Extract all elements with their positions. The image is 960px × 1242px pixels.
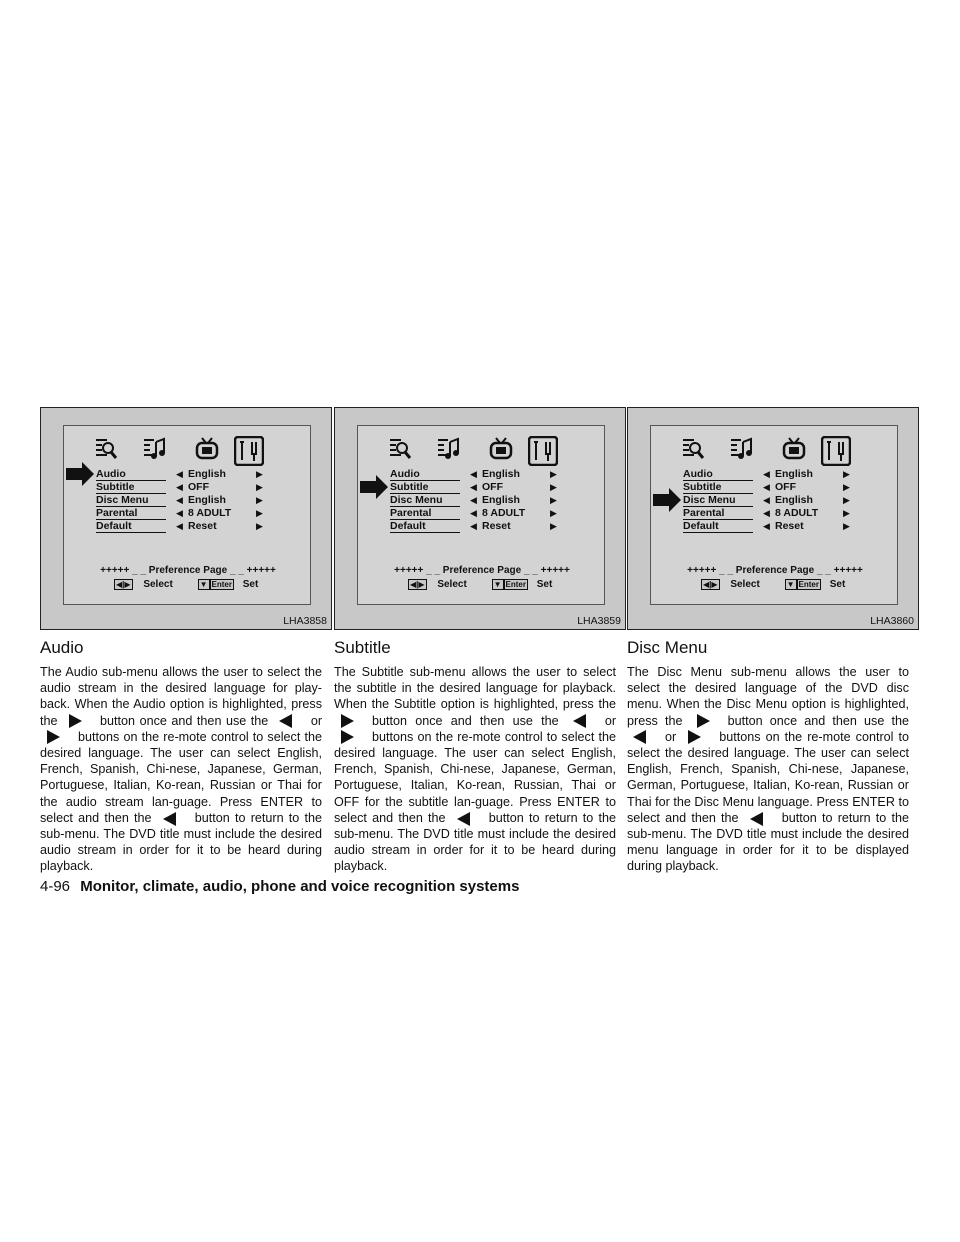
right-triangle-icon: ▶	[843, 495, 850, 505]
menu-option-value: English	[775, 494, 813, 506]
right-triangle-icon	[687, 730, 701, 744]
menu-option-value: 8 ADULT	[775, 507, 819, 519]
menu-option-name: Parental	[683, 507, 753, 520]
left-triangle-icon	[633, 730, 647, 744]
menu-row[interactable]	[96, 507, 276, 520]
menu-row[interactable]	[390, 468, 570, 481]
menu-row[interactable]	[96, 481, 276, 494]
note-icon	[729, 436, 755, 462]
right-triangle-icon: ▶	[256, 495, 263, 505]
left-triangle-icon: ◀	[470, 508, 477, 518]
menu-row[interactable]	[683, 481, 863, 494]
left-triangle-icon: ◀	[470, 482, 477, 492]
menu-row[interactable]	[96, 468, 276, 481]
menu-option-name: Default	[96, 520, 166, 533]
left-triangle-icon: ◀	[470, 469, 477, 479]
menu-option-name: Parental	[390, 507, 460, 520]
left-triangle-icon: ◀	[176, 508, 183, 518]
dvd-screen	[650, 425, 898, 605]
section-body: The Disc Menu sub-menu allows the user to select the desired language of the DVD disc menu. When the Disc Menu option is highlighted, press the button once and then use the or buttons on the re-mote control to select the desired language. The user can select English, French, Spanish, Chi-nese, Japanese, German, Portuguese, Italian, Ko-rean, Russian or Thai for the Disc Menu language. Press ENTER to select and then the button to return to the sub-menu. The DVD title must include the desired menu language in order for it to be displayed during playback.	[627, 665, 910, 874]
page-footer	[40, 878, 519, 895]
settings-menu	[96, 468, 276, 533]
menu-option-value: English	[775, 468, 813, 480]
controls-legend: ◀|▶ Select ▼ Enter Set	[703, 579, 846, 591]
menu-option-name: Audio	[683, 468, 753, 481]
right-triangle-icon	[46, 730, 60, 744]
right-triangle-icon: ▶	[843, 508, 850, 518]
preference-page-label: +++++ _ _ Preference Page _ _ +++++	[687, 565, 863, 576]
menu-option-name: Disc Menu	[683, 494, 753, 507]
menu-option-name: Subtitle	[683, 481, 753, 494]
left-triangle-icon: ◀	[763, 469, 770, 479]
figure	[40, 407, 332, 630]
menu-option-name: Disc Menu	[96, 494, 166, 507]
menu-row[interactable]	[390, 520, 570, 533]
figure-label: LHA3859	[577, 615, 621, 627]
menu-option-name: Subtitle	[96, 481, 166, 494]
menu-row[interactable]	[96, 494, 276, 507]
right-triangle-icon: ▶	[550, 469, 557, 479]
tv-icon	[781, 436, 807, 462]
left-right-key: ◀|▶	[703, 580, 718, 589]
menu-row[interactable]	[683, 507, 863, 520]
pointer-arrow-icon	[66, 462, 94, 486]
left-right-key: ◀|▶	[410, 580, 425, 589]
left-triangle-icon: ◀	[763, 521, 770, 531]
right-triangle-icon	[340, 714, 354, 728]
left-triangle-icon: ◀	[176, 521, 183, 531]
menu-row[interactable]	[96, 520, 276, 533]
enter-key: Enter	[505, 580, 526, 589]
note-icon	[142, 436, 168, 462]
dvd-screen	[63, 425, 311, 605]
right-triangle-icon: ▶	[550, 482, 557, 492]
menu-option-value: English	[482, 468, 520, 480]
chapter-title: Monitor, climate, audio, phone and voice recognition systems	[80, 878, 520, 895]
tools-icon	[528, 436, 558, 466]
menu-option-value: English	[482, 494, 520, 506]
figure-label: LHA3858	[283, 615, 327, 627]
left-triangle-icon	[457, 812, 471, 826]
left-triangle-icon: ◀	[763, 482, 770, 492]
left-triangle-icon: ◀	[176, 482, 183, 492]
menu-option-value: OFF	[188, 481, 209, 493]
left-right-key: ◀|▶	[116, 580, 131, 589]
menu-option-value: English	[188, 494, 226, 506]
right-triangle-icon: ▶	[256, 521, 263, 531]
left-triangle-icon	[750, 812, 764, 826]
left-triangle-icon	[573, 714, 587, 728]
menu-option-value: Reset	[775, 520, 804, 532]
enter-key: Enter	[211, 580, 232, 589]
column-subtitle	[334, 407, 628, 875]
menu-option-value: 8 ADULT	[482, 507, 526, 519]
menu-option-name: Parental	[96, 507, 166, 520]
search-icon	[94, 436, 120, 462]
icon-bar	[94, 436, 294, 466]
left-triangle-icon: ◀	[470, 521, 477, 531]
left-triangle-icon: ◀	[470, 495, 477, 505]
menu-option-name: Audio	[96, 468, 166, 481]
section-heading: Disc Menu	[627, 638, 708, 657]
left-triangle-icon: ◀	[176, 495, 183, 505]
figure	[627, 407, 919, 630]
menu-row[interactable]	[683, 520, 863, 533]
left-triangle-icon: ◀	[176, 469, 183, 479]
right-triangle-icon: ▶	[256, 508, 263, 518]
menu-option-name: Disc Menu	[390, 494, 460, 507]
settings-menu	[390, 468, 570, 533]
menu-option-value: OFF	[482, 481, 503, 493]
column-audio	[40, 407, 334, 875]
menu-row[interactable]	[390, 481, 570, 494]
section-body: The Subtitle sub-menu allows the user to select the subtitle in the desired language for playback. When the Subtitle option is highlighted, press the button once and then use the or buttons on the re-mote control to select the desired language. The user can select English, French, Spanish, Chi-nese, Japanese, German, Portuguese, Italian, Ko-rean, Russian, Thai or OFF for the subtitle lan-guage. Press ENTER to select and then the button to return to the sub-menu. The DVD title must include the desired audio stream in order for it to be heard during playback.	[334, 665, 617, 874]
right-triangle-icon	[696, 714, 710, 728]
menu-option-value: 8 ADULT	[188, 507, 232, 519]
menu-option-value: Reset	[482, 520, 511, 532]
dvd-screen	[357, 425, 605, 605]
menu-option-name: Default	[683, 520, 753, 533]
down-arrow-icon: ▼	[493, 580, 502, 589]
menu-option-name: Default	[390, 520, 460, 533]
controls-legend: ◀|▶ Select ▼ Enter Set	[410, 579, 553, 591]
page-number: 4-96	[40, 878, 71, 895]
right-triangle-icon	[68, 714, 82, 728]
menu-option-name: Subtitle	[390, 481, 460, 494]
tools-icon	[821, 436, 851, 466]
menu-row[interactable]	[390, 494, 570, 507]
left-triangle-icon	[279, 714, 293, 728]
right-triangle-icon	[340, 730, 354, 744]
tv-icon	[194, 436, 220, 462]
column-disc-menu	[627, 407, 921, 875]
menu-row[interactable]	[390, 507, 570, 520]
right-triangle-icon: ▶	[256, 469, 263, 479]
icon-bar	[681, 436, 881, 466]
section-body: The Audio sub-menu allows the user to select the audio stream in the desired language for play-back. When the Audio option is highlighted, press the button once and then use the or buttons on the re-mote control to select the desired language. The user can select English, French, Spanish, Chi-nese, Japanese, German, Portuguese, Italian, Ko-rean, Russian or Thai for the audio stream lan-guage. Press ENTER to select and then the button to return to the sub-menu. The DVD title must include the desired audio stream in order for it to be heard during playback.	[40, 665, 323, 874]
right-triangle-icon: ▶	[550, 508, 557, 518]
figure	[334, 407, 626, 630]
preference-page-label: +++++ _ _ Preference Page _ _ +++++	[100, 565, 276, 576]
pointer-arrow-icon	[653, 488, 681, 512]
note-icon	[436, 436, 462, 462]
section-heading: Audio	[40, 638, 84, 657]
preference-page-label: +++++ _ _ Preference Page _ _ +++++	[394, 565, 570, 576]
left-triangle-icon: ◀	[763, 508, 770, 518]
controls-legend: ◀|▶ Select ▼ Enter Set	[116, 579, 259, 591]
right-triangle-icon: ▶	[550, 521, 557, 531]
left-triangle-icon	[163, 812, 177, 826]
search-icon	[388, 436, 414, 462]
tools-icon	[234, 436, 264, 466]
icon-bar	[388, 436, 588, 466]
right-triangle-icon: ▶	[843, 469, 850, 479]
figure-label: LHA3860	[870, 615, 914, 627]
right-triangle-icon: ▶	[256, 482, 263, 492]
menu-row[interactable]	[683, 494, 863, 507]
right-triangle-icon: ▶	[550, 495, 557, 505]
menu-option-name: Audio	[390, 468, 460, 481]
down-arrow-icon: ▼	[199, 580, 208, 589]
menu-option-value: OFF	[775, 481, 796, 493]
menu-row[interactable]	[683, 468, 863, 481]
search-icon	[681, 436, 707, 462]
pointer-arrow-icon	[360, 475, 388, 499]
menu-option-value: Reset	[188, 520, 217, 532]
left-triangle-icon: ◀	[763, 495, 770, 505]
menu-option-value: English	[188, 468, 226, 480]
settings-menu	[683, 468, 863, 533]
right-triangle-icon: ▶	[843, 521, 850, 531]
enter-key: Enter	[798, 580, 819, 589]
section-heading: Subtitle	[334, 638, 391, 657]
down-arrow-icon: ▼	[786, 580, 795, 589]
right-triangle-icon: ▶	[843, 482, 850, 492]
tv-icon	[488, 436, 514, 462]
